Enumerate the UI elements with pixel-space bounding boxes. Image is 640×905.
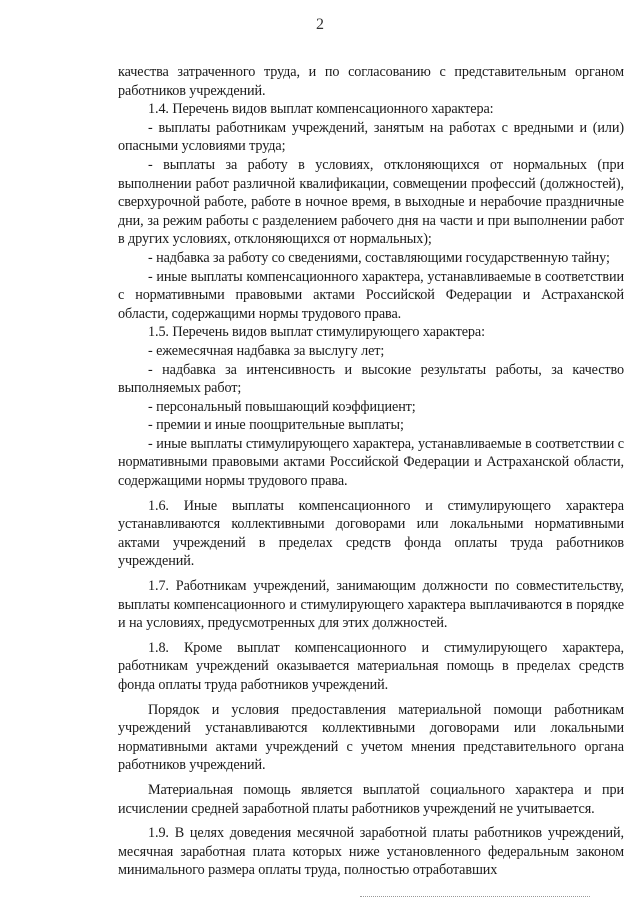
paragraph: 1.7. Работникам учреждений, занимающим должности по совместительству, выплаты компенсационного и стимулирующего характера выплачиваются в порядке и на условиях, предусмотренных для этих должностей.: [118, 578, 624, 632]
paragraph: 1.5. Перечень видов выплат стимулирующего характера:: [148, 324, 485, 341]
paragraph: 1.6. Иные выплаты компенсационного и стимулирующего характера устанавливаются коллективными договорами или локальными нормативными актами учреждений в пределах средств фонда оплаты труда работников учреждений.: [118, 497, 624, 570]
paragraph: 1.9. В целях доведения месячной заработной платы работников учреждений, месячная заработная плата которых ниже установленного федеральным законом минимального размера оплаты труда, полностью отработавших: [118, 825, 624, 879]
paragraph: - иные выплаты компенсационного характера, устанавливаемые в соответствии с нормативными правовыми актами Российской Федерации и Астраханской области, содержащими нормы трудового права.: [118, 268, 624, 322]
paragraph: - выплаты за работу в условиях, отклоняющихся от нормальных (при выполнении работ различной квалификации, совмещении профессий (должностей), сверхурочной работе, работе в ночное время, в выходные и нерабочие праздничные дни, за режим работы с разделением рабочего дня на части и при выполнении работ в других условиях, отклоняющихся от нормальных);: [118, 156, 624, 248]
paragraph: - надбавка за интенсивность и высокие результаты работы, за качество выполняемых работ;: [118, 361, 624, 397]
scan-artifact: [360, 892, 590, 897]
paragraph: - персональный повышающий коэффициент;: [148, 398, 416, 415]
paragraph: 1.8. Кроме выплат компенсационного и стимулирующего характера, работникам учреждений оказывается материальная помощь в пределах средств фонда оплаты труда работников учреждений.: [118, 639, 624, 693]
paragraph: Порядок и условия предоставления материальной помощи работникам учреждений устанавливаются коллективными договорами или локальными нормативными актами учреждений с учетом мнения представительного органа работников учреждений.: [118, 701, 624, 774]
paragraph: Материальная помощь является выплатой социального характера и при исчислении средней заработной платы работников учреждений не учитывается.: [118, 781, 624, 817]
paragraph: качества затраченного труда, и по согласованию с представительным органом работников учреждений.: [118, 64, 624, 99]
page-number: 2: [316, 16, 324, 33]
paragraph: - ежемесячная надбавка за выслугу лет;: [148, 342, 385, 359]
paragraph: - иные выплаты стимулирующего характера, устанавливаемые в соответствии с нормативными правовыми актами Российской Федерации и Астраханской области, содержащими нормы трудового права.: [118, 435, 624, 490]
paragraph: - надбавка за работу со сведениями, составляющими государственную тайну;: [148, 249, 610, 266]
paragraph: - премии и иные поощрительные выплаты;: [148, 417, 404, 434]
paragraph: 1.4. Перечень видов выплат компенсационного характера:: [148, 101, 494, 118]
paragraph: - выплаты работникам учреждений, занятым на работах с вредными и (или) опасными условиями труда;: [118, 119, 624, 155]
document-body: [118, 63, 624, 880]
